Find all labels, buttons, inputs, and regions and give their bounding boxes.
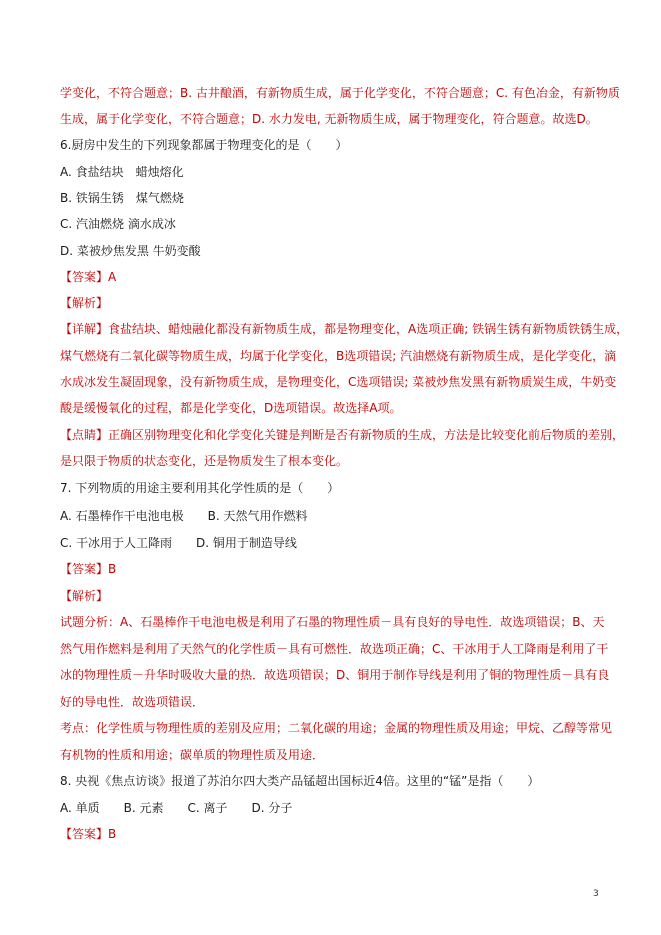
text-line: 生成，属于化学变化，不符合题意；D. 水力发电, 无新物质生成，属于物理变化，符合题意。故选D。 <box>60 112 598 126</box>
question-7-stem: 7. 下列物质的用途主要利用其化学性质的是（ ） <box>60 481 340 495</box>
question-6-stem: 6.厨房中发生的下列现象都属于物理变化的是（ ） <box>60 138 348 152</box>
text-line: 煤气燃烧有二氧化碳等物质生成，均属于化学变化，B选项错误; 汽油燃烧有新物质生成，是化学变化，滴 <box>60 349 617 363</box>
question-8-stem: 8. 央视《焦点访谈》报道了苏泊尔四大类产品锰超出国标近4倍。这里的“锰”是指（ ） <box>60 774 540 788</box>
analysis-label: 【解析】 <box>60 296 109 310</box>
option-b: B. 铁锅生锈 煤气燃烧 <box>60 191 184 205</box>
text-line: 【详解】食盐结块、蜡烛融化都没有新物质生成，都是物理变化，A选项正确; 铁锅生锈有新物质铁锈生成， <box>60 322 629 336</box>
page-number: 3 <box>593 889 599 899</box>
text-line: 酸是缓慢氧化的过程，都是化学变化，D选项错误。故选择A项。 <box>60 401 402 415</box>
options-cd: C. 干冰用于人工降雨 D. 铜用于制造导线 <box>60 536 297 550</box>
options-ab: A. 石墨棒作干电池电极 B. 天然气用作燃料 <box>60 509 308 523</box>
answer-label: 【答案】A <box>60 270 117 284</box>
text-line: 好的导电性．故选项错误． <box>60 695 205 709</box>
analysis-label: 【解析】 <box>60 589 109 603</box>
text-line: 然气用作燃料是利用了天然气的化学性质－具有可燃性．故选项正确；C、干冰用于人工降雨是利用了干 <box>60 642 609 656</box>
text-line: 学变化，不符合题意；B. 古井酿酒，有新物质生成，属于化学变化，不符合题意；C. 有色冶金，有新物质 <box>60 86 620 100</box>
answer-label: 【答案】B <box>60 827 117 841</box>
option-a: A. 食盐结块 蜡烛熔化 <box>60 165 184 179</box>
text-line: 水成冰发生凝固现象，没有新物质生成，是物理变化，C选项错误; 菜被炒焦发黑有新物质炭生成，牛奶变 <box>60 375 617 389</box>
text-line: 是只限于物质的状态变化，还是物质发生了根本变化。 <box>60 454 349 468</box>
options-abcd: A. 单质 B. 元素 C. 离子 D. 分子 <box>60 801 293 815</box>
text-line: 有机物的性质和用途；碳单质的物理性质及用途． <box>60 748 325 762</box>
text-line: 冰的物理性质－升华时吸收大量的热．故选项错误；D、铜用于制作导线是利用了铜的物理性质－具有良 <box>60 668 610 682</box>
option-c: C. 汽油燃烧 滴水成冰 <box>60 217 176 231</box>
text-line: 考点：化学性质与物理性质的差别及应用；二氧化碳的用途；金属的物理性质及用途；甲烷、乙醇等常见 <box>60 721 613 735</box>
text-line: 【点睛】正确区别物理变化和化学变化关键是判断是否有新物质的生成，方法是比较变化前后物质的差别， <box>60 428 625 442</box>
text-line: 试题分析：A、石墨棒作干电池电极是利用了石墨的物理性质－具有良好的导电性．故选项错误；B、天 <box>60 615 605 629</box>
answer-label: 【答案】B <box>60 562 117 576</box>
option-d: D. 菜被炒焦发黑 牛奶变酸 <box>60 244 201 258</box>
